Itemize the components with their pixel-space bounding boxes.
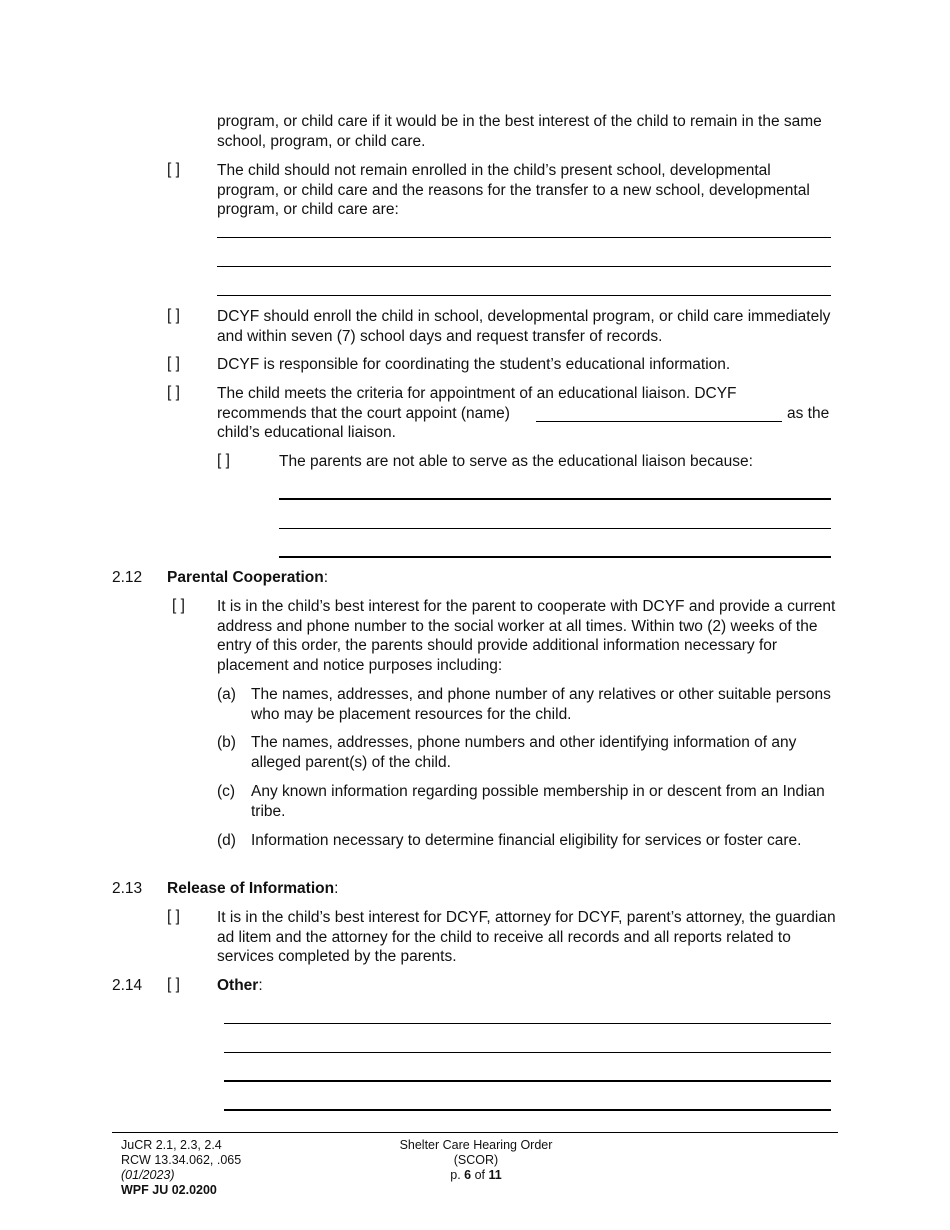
footer-page: p. 6 of 11 [450, 1168, 502, 1182]
checkbox[interactable]: [ ] [167, 355, 180, 372]
liaison-name-line[interactable] [536, 421, 782, 422]
section-title: Other [217, 977, 259, 994]
section-heading: Other: [217, 977, 263, 994]
fill-line[interactable] [224, 1023, 831, 1024]
footer-abbr: (SCOR) [453, 1153, 499, 1167]
parents-not-able-text: The parents are not able to serve as the educational liaison because: [279, 453, 753, 470]
fill-line[interactable] [279, 556, 831, 558]
not-remain-enrolled-text: The child should not remain enrolled in the child’s present school, developmental program, or child care and the reasons for the transfer to a new school, developmental program, or child care are: [217, 162, 810, 218]
enroll-text: DCYF should enroll the child in school, developmental program, or child care immediately and within seven (7) school days and request transfer of records. [217, 308, 831, 345]
footer-divider [112, 1132, 838, 1133]
section-number: 2.12 [112, 569, 143, 586]
fill-line[interactable] [279, 498, 831, 500]
fill-line[interactable] [224, 1109, 831, 1111]
footer-form-number: WPF JU 02.0200 [121, 1183, 217, 1197]
list-item: The names, addresses, phone numbers and other identifying information of any alleged parent(s) of the child. [251, 734, 797, 771]
list-item: The names, addresses, and phone number of any relatives or other suitable persons who may be placement resources for the child. [251, 686, 831, 723]
fill-line[interactable] [217, 266, 831, 267]
list-item: Any known information regarding possible membership in or descent from an Indian tribe. [251, 783, 825, 820]
liaison-text-end: child’s educational liaison. [217, 424, 396, 441]
list-label: (d) [217, 832, 236, 849]
checkbox[interactable]: [ ] [167, 384, 180, 401]
parental-cooperation-text: It is in the child’s best interest for the parent to cooperate with DCYF and provide a current address and phone number to the social worker at all times. Within two (2) weeks of the entry of this order, the parents should provide additional information necessary for placement and notice purposes including: [217, 598, 836, 674]
section-number: 2.13 [112, 880, 143, 897]
checkbox[interactable]: [ ] [167, 908, 180, 925]
list-item: Information necessary to determine financial eligibility for services or foster care. [251, 832, 802, 849]
footer-date: (01/2023) [121, 1168, 175, 1182]
liaison-as-the: as the [787, 405, 830, 422]
checkbox[interactable]: [ ] [167, 161, 180, 178]
continuation-paragraph: program, or child care if it would be in the best interest of the child to remain in the same school, program, or child care. [217, 113, 822, 150]
footer-left [121, 1138, 241, 1198]
release-information-text: It is in the child’s best interest for DCYF, attorney for DCYF, parent’s attorney, the guardian ad litem and the attorney for the child to receive all records and all reports related to services completed by the parents. [217, 909, 836, 965]
footer-rcw: RCW 13.34.062, .065 [121, 1153, 242, 1167]
footer-center [376, 1138, 576, 1183]
fill-line[interactable] [217, 295, 831, 296]
section-title: Release of Information [167, 880, 335, 897]
fill-line[interactable] [279, 528, 831, 529]
section-heading: Parental Cooperation: [167, 569, 329, 586]
section-title: Parental Cooperation [167, 569, 324, 586]
checkbox[interactable]: [ ] [217, 452, 230, 469]
coordinating-text: DCYF is responsible for coordinating the student’s educational information. [217, 356, 731, 373]
list-label: (c) [217, 783, 236, 800]
footer-title: Shelter Care Hearing Order [399, 1138, 553, 1152]
liaison-text: The child meets the criteria for appointment of an educational liaison. DCYF recommends that the court appoint (name) [217, 385, 737, 422]
page-number: 6 [464, 1168, 472, 1182]
fill-line[interactable] [224, 1052, 831, 1053]
section-number: 2.14 [112, 977, 143, 994]
checkbox[interactable]: [ ] [167, 307, 180, 324]
page-total: 11 [488, 1168, 502, 1182]
fill-line[interactable] [217, 237, 831, 238]
list-label: (b) [217, 734, 236, 751]
checkbox[interactable]: [ ] [172, 597, 185, 614]
footer-rule: JuCR 2.1, 2.3, 2.4 [121, 1138, 222, 1152]
section-heading: Release of Information: [167, 880, 339, 897]
fill-line[interactable] [224, 1080, 831, 1082]
checkbox[interactable]: [ ] [167, 976, 180, 993]
list-label: (a) [217, 686, 236, 703]
